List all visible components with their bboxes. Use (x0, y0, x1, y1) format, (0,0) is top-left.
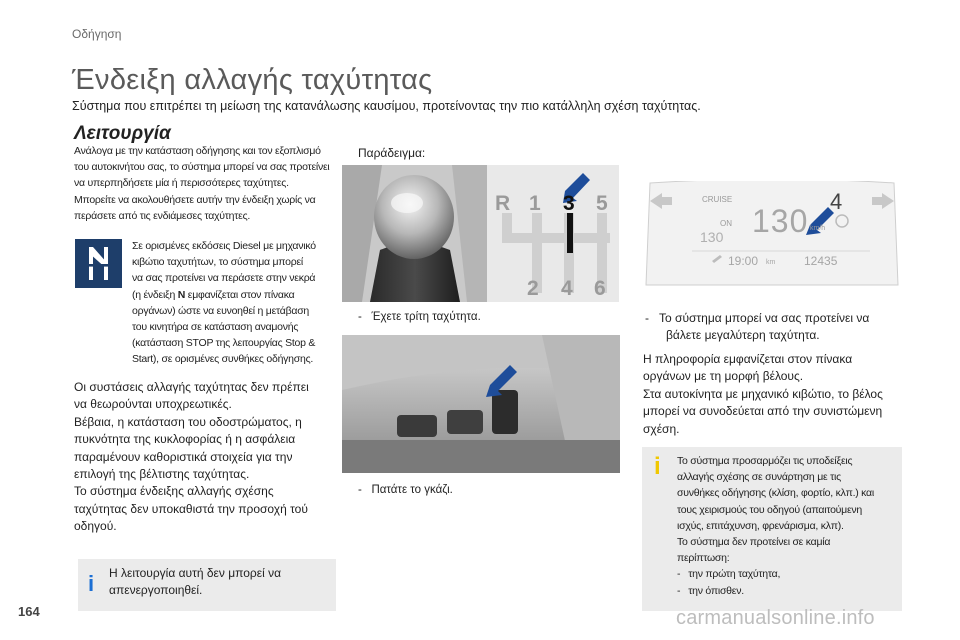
info-box (78, 559, 336, 611)
gear-label-5: 5 (596, 192, 608, 215)
info-text (109, 565, 281, 600)
dash-gear: 4 (830, 189, 843, 214)
text-line: Μπορείτε να ακολουθήσετε αυτήν την ένδειξη χωρίς να (74, 193, 316, 206)
text-line: οργάνων με τη μορφή βέλους. (643, 369, 804, 384)
text-line: του αυτοκινήτου σας, το σύστημα μπορεί να σας προτείνει (74, 161, 330, 174)
neutral-symbol: N (177, 288, 186, 301)
text-line: (η ένδειξη (132, 288, 176, 301)
gear-pattern-diagram (487, 165, 619, 302)
text-line: μπορεί να συνοδεύεται από την συνιστώμενη (643, 404, 883, 419)
dash-bullet: - (358, 484, 362, 496)
page-title: Ένδειξη αλλαγής ταχύτητας (72, 64, 433, 96)
advice-paragraph (74, 379, 309, 536)
watermark: carmanualsonline.info (676, 607, 875, 629)
text-line: Η λειτουργία αυτή δεν μπορεί να (109, 566, 282, 580)
caption-higher-gear (645, 310, 869, 345)
text-line: οργάνων) ώστε να ευνοηθεί η μετάβαση (132, 304, 310, 317)
note-box (642, 447, 902, 611)
text-line: Οι συστάσεις αλλαγής ταχύτητας δεν πρέπει (74, 380, 309, 394)
text-line: παραμένουν καθοριστικά στοιχεία για την (74, 449, 293, 464)
text-line: Το σύστημα ένδειξης αλλαγής σχέσης (74, 484, 274, 499)
diesel-paragraph (132, 238, 316, 368)
text-line: Το σύστημα δεν προτείνει σε καμία (677, 536, 831, 549)
gear-label-1: 1 (529, 192, 541, 215)
text-line: την όπισθεν. (688, 584, 744, 597)
text-line: Start), σε ορισμένες συνθήκες οδήγησης. (132, 353, 314, 366)
text-line: ισχύς, επιτάχυνση, φρενάρισμα, κλπ). (677, 519, 844, 532)
dash-bullet: - (645, 311, 649, 325)
dash-bullet: - (677, 584, 681, 597)
gear-label-3: 3 (563, 192, 575, 215)
text-line: (κατάσταση STOP της λειτουργίας Stop & (132, 337, 316, 350)
text-line: περάσετε από τις ενδιάμεσες ταχύτητες. (74, 209, 251, 222)
text-line: να θεωρούνται υποχρεωτικές. (74, 397, 232, 412)
dash-info-paragraph (643, 351, 883, 438)
dash-time: 19:00 (728, 254, 759, 268)
text-line: απενεργοποιηθεί. (109, 583, 203, 598)
page-subtitle: Σύστημα που επιτρέπει τη μείωση της κατανάλωσης καυσίμου, προτείνοντας την πιο κατάλληλη σχέση ταχύτητας. (72, 99, 701, 113)
text-line: σχέση. (643, 421, 680, 436)
gear-knob-photo (342, 165, 487, 302)
text-line: Στα αυτοκίνητα με μηχανικό κιβώτιο, το βέλος (643, 386, 883, 401)
dash-bullet: - (677, 568, 681, 581)
text-line: οδηγού. (74, 519, 117, 534)
dash-speed-unit: km/h (810, 225, 826, 232)
dashboard-display (642, 181, 902, 287)
dash-set-speed: 130 (700, 229, 724, 245)
text-line: εμφανίζεται στον πίνακα (187, 288, 295, 301)
text-line: συνθήκες οδήγησης (κλίση, φορτίο, κλπ.) και (677, 487, 874, 500)
dash-bullet: - (358, 311, 362, 323)
gear-label-4: 4 (561, 277, 573, 300)
text-line: Ανάλογα με την κατάσταση οδήγησης και τον εξοπλισμό (74, 145, 321, 157)
dash-on-label: ON (720, 219, 732, 228)
text-line: επιλογή της βέλτιστης ταχύτητας. (74, 467, 250, 482)
caption-text: Πατάτε το γκάζι. (371, 484, 453, 496)
caption-third-gear (358, 311, 481, 323)
page-number: 164 (18, 604, 40, 619)
gear-label-6: 6 (594, 277, 606, 300)
gear-label-2: 2 (527, 277, 539, 300)
text-line: τους χειρισμούς του οδηγού (απαιτούμενη (677, 503, 862, 516)
text-line: Το σύστημα μπορεί να σας προτείνει να (659, 311, 870, 325)
dash-time-suffix: km (766, 259, 776, 266)
dash-odometer: 12435 (804, 254, 838, 268)
text-line: του κινητήρα σε κατάσταση αναμονής (132, 321, 299, 334)
neutral-indicator-icon (75, 239, 122, 288)
text-line: Σε ορισμένες εκδόσεις Diesel με μηχανικό (132, 240, 316, 252)
text-line: Βέβαια, η κατάσταση του οδοστρώματος, η (74, 414, 302, 429)
text-line: την πρώτη ταχύτητα, (688, 568, 781, 581)
text-line: βάλετε μεγαλύτερη ταχύτητα. (666, 328, 820, 343)
text-line: περίπτωση: (677, 552, 730, 565)
info-icon: i (654, 453, 661, 480)
dash-speed: 130 (752, 203, 809, 239)
info-icon: i (88, 571, 95, 596)
text-line: κιβώτιο ταχυτήτων, το σύστημα μπορεί (132, 256, 303, 269)
text-line: ταχύτητας δεν υποκαθιστά την προσοχή τού (74, 501, 308, 516)
text-line: Το σύστημα προσαρμόζει τις υποδείξεις (677, 455, 853, 467)
dash-cruise-label: CRUISE (702, 195, 733, 204)
section-label: Οδήγηση (72, 27, 122, 41)
text-line: Η πληροφορία εμφανίζεται στον πίνακα (643, 352, 853, 366)
note-text (677, 453, 874, 599)
caption-text: Έχετε τρίτη ταχύτητα. (371, 311, 481, 323)
text-line: αλλαγής σχέσης σε συνάρτηση με τις (677, 471, 841, 484)
text-line: να υπερπηδήσετε μία ή περισσότερες ταχύτητες. (74, 177, 289, 190)
caption-accelerator (358, 484, 453, 496)
gear-label-r: R (495, 192, 511, 215)
example-label: Παράδειγμα: (358, 146, 426, 160)
pedals-photo (342, 335, 620, 473)
intro-paragraph (74, 143, 330, 224)
operation-heading: Λειτουργία (74, 123, 171, 144)
text-line: να σας προτείνει να περάσετε στην νεκρά (132, 272, 316, 285)
text-line: πυκνότητα της κυκλοφορίας ή η ασφάλεια (74, 432, 296, 447)
